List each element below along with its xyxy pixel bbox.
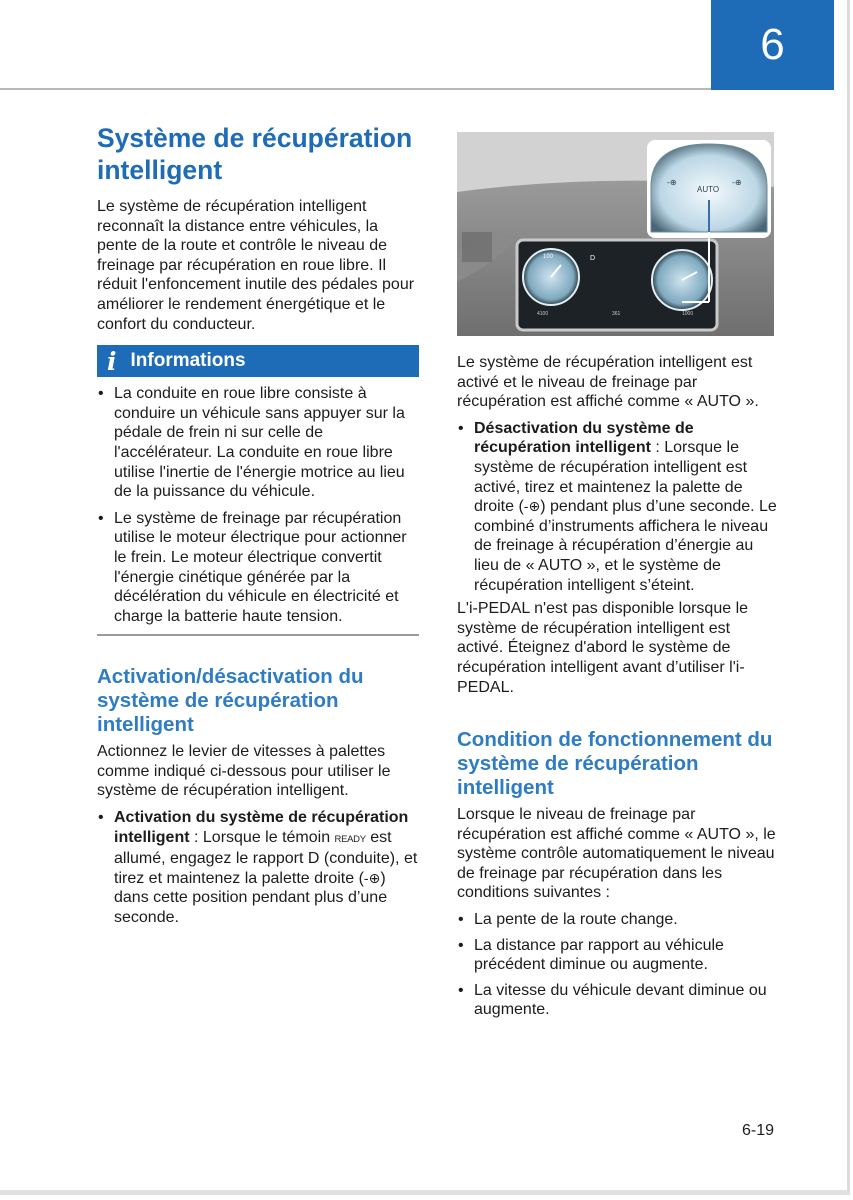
- activation-list: [97, 808, 419, 928]
- activation-text-a: : Lorsque le témoin: [189, 828, 335, 846]
- info-title: Informations: [130, 350, 246, 372]
- section-heading-activation: Activation/désactivation du système de récupération intelligent: [97, 665, 364, 737]
- right-column: [457, 353, 779, 1020]
- ipedal-paragraph: L'i-PEDAL n'est pas disponible lorsque le système de récupération intelligent est activé. Éteignez d'abord le système de récupération intelligent avant d’utiliser l'i-PEDAL.: [457, 600, 749, 696]
- condition-bullet: • La pente de la route change.: [457, 910, 779, 930]
- activation-bullet: [97, 808, 419, 928]
- activation-intro: Actionnez le levier de vitesses à palettes comme indiqué ci-dessous pour utiliser le système de récupération intelligent.: [97, 743, 391, 800]
- info-icon: i: [107, 346, 117, 376]
- status-paragraph: Le système de récupération intelligent est activé et le niveau de freinage par récupération est affiché comme « AUTO ».: [457, 354, 759, 411]
- page-title: Système de récupération intelligent: [97, 123, 413, 185]
- paddle-plus-icon: -⊕: [523, 498, 541, 515]
- deactivation-bold: Désactivation du système de récupération intelligent: [474, 419, 694, 457]
- ready-indicator: READY: [334, 833, 366, 845]
- trip-label: 1000: [682, 311, 694, 317]
- cluster-illustration: [457, 132, 774, 336]
- paddle-plus-icon: -⊕: [363, 869, 381, 886]
- gear-label: D: [590, 255, 596, 262]
- auto-label: AUTO: [697, 185, 720, 194]
- left-column: [97, 122, 419, 928]
- deactivation-text-a: : Lorsque le système de récupération intelligent est activé, tirez et maintenez la palette de droite (: [474, 439, 748, 516]
- condition-bullet: • La distance par rapport au véhicule précédent diminue ou augmente.: [457, 936, 779, 975]
- range-label: 361: [612, 311, 621, 317]
- chapter-tab: 6: [711, 0, 834, 90]
- activation-text-b: est allumé, engagez le rapport D (conduite), et tirez et maintenez la palette droite (: [114, 828, 418, 887]
- paddle-plus-icon: -⊕: [732, 178, 742, 187]
- deactivation-text-b: ) pendant plus d’une seconde. Le combiné d’instruments affichera le niveau de freinage à récupération d’énergie au lieu de « AUTO », et le système de récupération intelligent s’éteint.: [474, 498, 777, 594]
- deactivation-bullet: [457, 419, 779, 595]
- odometer-label: 4100: [537, 311, 549, 317]
- page-number: 6-19: [742, 1122, 775, 1139]
- paddle-minus-icon: -⊕: [667, 178, 677, 187]
- info-list: [97, 384, 419, 626]
- header-rule: [0, 88, 834, 90]
- info-box: [97, 345, 419, 636]
- info-header: [97, 345, 419, 377]
- activation-text-c: ) dans cette position pendant plus d’une seconde.: [114, 869, 388, 927]
- gauge-top-label: 100: [543, 254, 554, 260]
- activation-bold: Activation du système de récupération intelligent: [114, 809, 409, 846]
- condition-bullet: • La vitesse du véhicule devant diminue ou augmente.: [457, 981, 779, 1020]
- info-bullet: • Le système de freinage par récupération utilise le moteur électrique pour actionner le frein. Le moteur électrique convertit l'énergie cinétique générée par la décélération du véhicule en électricité et charge la batterie haute tension.: [97, 509, 419, 627]
- deactivation-list: [457, 419, 779, 595]
- condition-intro: Lorsque le niveau de freinage par récupération est affiché comme « AUTO », le système contrôle automatiquement le niveau de freinage par récupération dans les conditions suivantes :: [457, 806, 776, 902]
- intro-paragraph: Le système de récupération intelligent reconnaît la distance entre véhicules, la pente de la route et contrôle le niveau de freinage par récupération en roue libre. Il réduit l'enfoncement inutile des pédales pour améliorer le rendement énergétique et le confort du conducteur.: [97, 198, 415, 333]
- info-bullet: • La conduite en roue libre consiste à conduire un véhicule sans appuyer sur la pédale de frein ni sur celle de l'accélérateur. La conduite en roue libre utilise l'inertie de l'énergie motrice au lieu de la puissance du véhicule.: [97, 384, 419, 502]
- section-heading-condition: Condition de fonctionnement du système de récupération intelligent: [457, 728, 773, 800]
- condition-list: [457, 910, 779, 1020]
- dashboard-image: [457, 132, 774, 336]
- info-divider: [97, 634, 419, 636]
